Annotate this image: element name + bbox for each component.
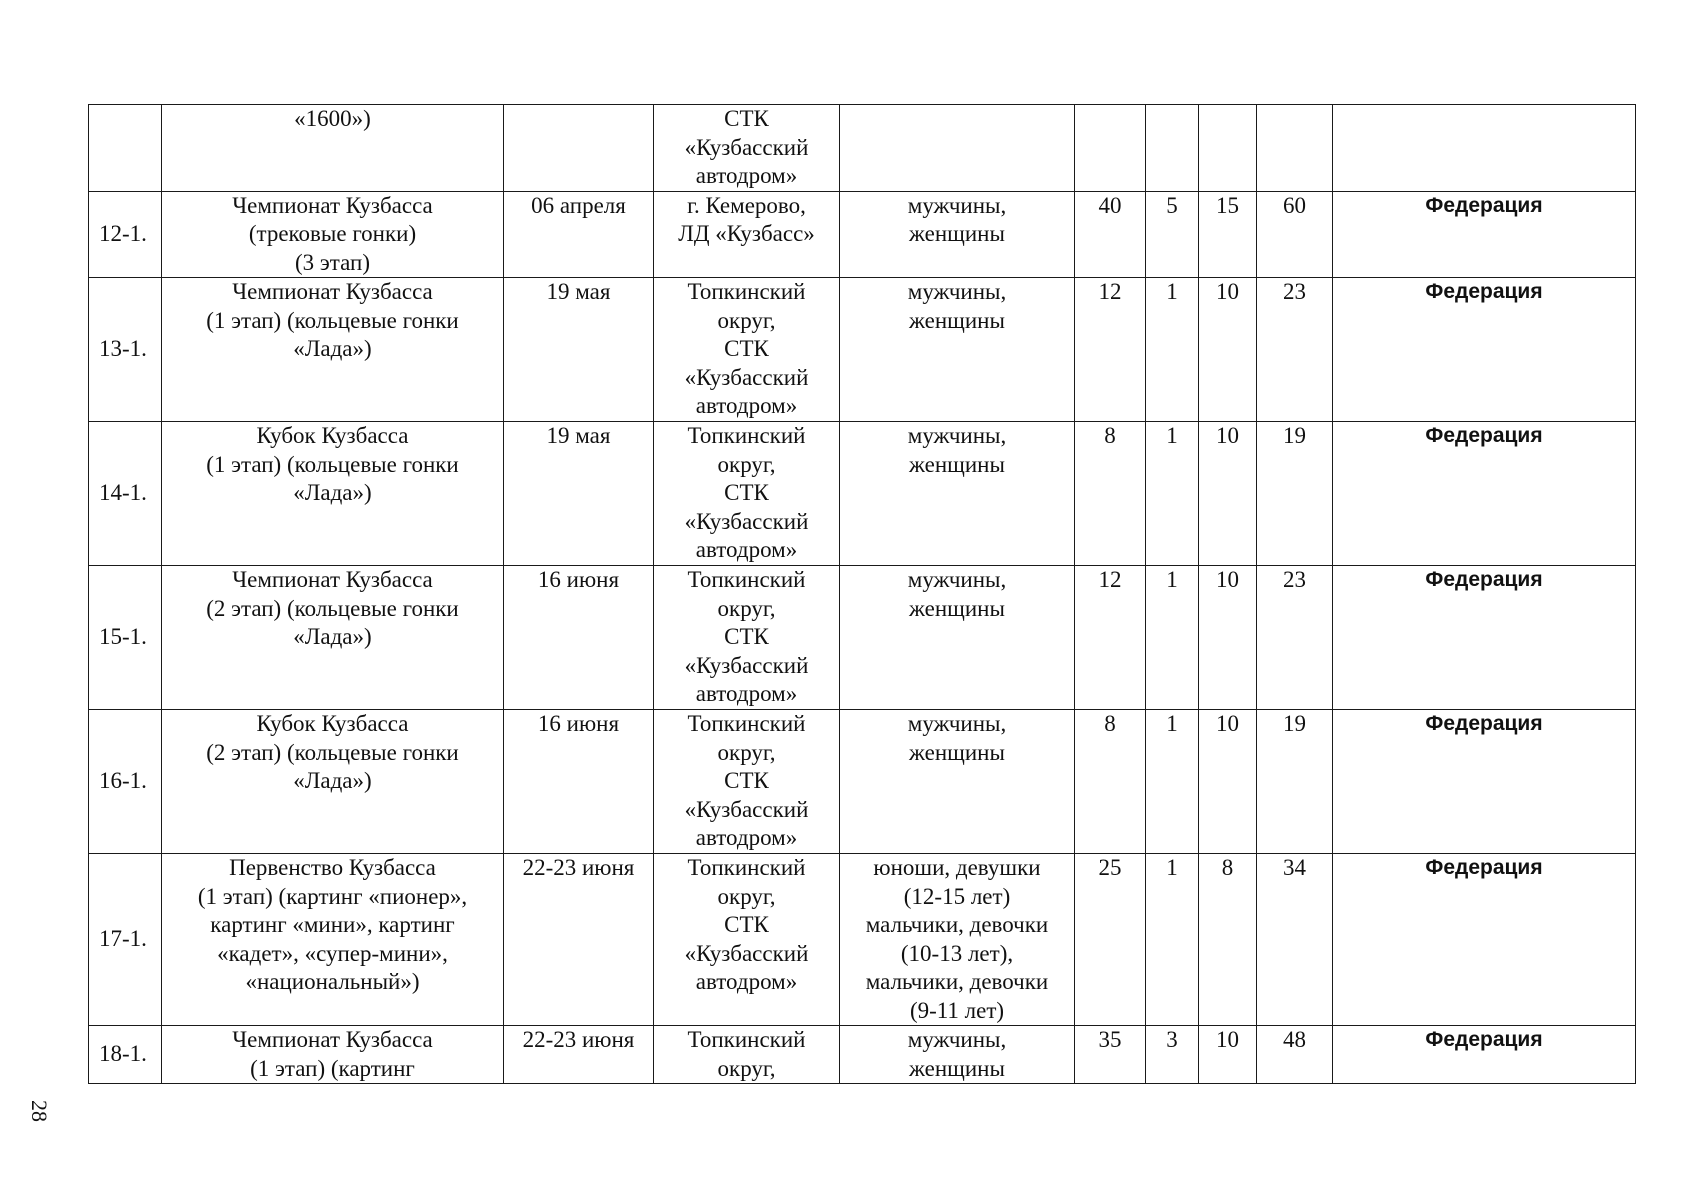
event-place-cell: Топкинский округ, СТК «Кузбасский автодром»	[654, 710, 840, 854]
count-1-cell: 8	[1075, 422, 1146, 566]
count-total-cell: 19	[1257, 710, 1333, 854]
event-name-cell: Чемпионат Кузбасса (трековые гонки) (3 этап)	[162, 191, 504, 278]
row-number-cell: 18-1.	[89, 1026, 162, 1084]
participants-cell: мужчины, женщины	[840, 422, 1075, 566]
event-date-cell: 16 июня	[504, 710, 654, 854]
count-total-cell: 60	[1257, 191, 1333, 278]
event-place-cell: Топкинский округ,	[654, 1026, 840, 1084]
count-total-cell: 34	[1257, 854, 1333, 1026]
event-date-cell: 22-23 июня	[504, 854, 654, 1026]
responsible-cell: Федерация	[1333, 278, 1636, 422]
count-3-cell: 10	[1199, 710, 1257, 854]
count-total-cell: 48	[1257, 1026, 1333, 1084]
responsible-cell: Федерация	[1333, 854, 1636, 1026]
row-number-cell: 12-1.	[89, 191, 162, 278]
count-3-cell: 8	[1199, 854, 1257, 1026]
participants-cell: юноши, девушки (12-15 лет) мальчики, девочки (10-13 лет), мальчики, девочки (9-11 лет)	[840, 854, 1075, 1026]
row-number-cell	[89, 105, 162, 192]
count-2-cell: 1	[1146, 566, 1199, 710]
table-row	[89, 854, 1636, 1026]
count-2-cell: 1	[1146, 854, 1199, 1026]
count-2-cell: 1	[1146, 422, 1199, 566]
event-place-cell: Топкинский округ, СТК «Кузбасский автодром»	[654, 422, 840, 566]
count-total-cell: 19	[1257, 422, 1333, 566]
participants-cell: мужчины, женщины	[840, 1026, 1075, 1084]
row-number-cell: 14-1.	[89, 422, 162, 566]
row-number-cell: 17-1.	[89, 854, 162, 1026]
count-2-cell	[1146, 105, 1199, 192]
count-3-cell: 15	[1199, 191, 1257, 278]
event-name-cell: Чемпионат Кузбасса (2 этап) (кольцевые гонки «Лада»)	[162, 566, 504, 710]
event-date-cell: 06 апреля	[504, 191, 654, 278]
responsible-cell: Федерация	[1333, 710, 1636, 854]
event-name-cell: Первенство Кузбасса (1 этап) (картинг «пионер», картинг «мини», картинг «кадет», «супер-мини», «национальный»)	[162, 854, 504, 1026]
table-row	[89, 422, 1636, 566]
events-table	[88, 104, 1636, 1084]
count-2-cell: 3	[1146, 1026, 1199, 1084]
event-name-cell: «1600»)	[162, 105, 504, 192]
table-row	[89, 566, 1636, 710]
table-row	[89, 710, 1636, 854]
event-place-cell: г. Кемерово, ЛД «Кузбасс»	[654, 191, 840, 278]
event-name-cell: Кубок Кузбасса (1 этап) (кольцевые гонки «Лада»)	[162, 422, 504, 566]
count-3-cell: 10	[1199, 278, 1257, 422]
event-name-cell: Кубок Кузбасса (2 этап) (кольцевые гонки «Лада»)	[162, 710, 504, 854]
event-place-cell: СТК «Кузбасский автодром»	[654, 105, 840, 192]
count-1-cell: 8	[1075, 710, 1146, 854]
count-total-cell: 23	[1257, 566, 1333, 710]
table-body	[89, 105, 1636, 1084]
count-2-cell: 1	[1146, 278, 1199, 422]
event-name-cell: Чемпионат Кузбасса (1 этап) (картинг	[162, 1026, 504, 1084]
event-date-cell: 16 июня	[504, 566, 654, 710]
responsible-cell: Федерация	[1333, 191, 1636, 278]
count-total-cell: 23	[1257, 278, 1333, 422]
participants-cell: мужчины, женщины	[840, 566, 1075, 710]
event-place-cell: Топкинский округ, СТК «Кузбасский автодром»	[654, 566, 840, 710]
count-1-cell: 25	[1075, 854, 1146, 1026]
page-number: 28	[27, 1100, 52, 1122]
participants-cell: мужчины, женщины	[840, 191, 1075, 278]
table-row	[89, 191, 1636, 278]
responsible-cell: Федерация	[1333, 1026, 1636, 1084]
participants-cell: мужчины, женщины	[840, 278, 1075, 422]
count-3-cell: 10	[1199, 422, 1257, 566]
row-number-cell: 13-1.	[89, 278, 162, 422]
count-2-cell: 1	[1146, 710, 1199, 854]
event-date-cell: 22-23 июня	[504, 1026, 654, 1084]
event-name-cell: Чемпионат Кузбасса (1 этап) (кольцевые гонки «Лада»)	[162, 278, 504, 422]
count-1-cell: 40	[1075, 191, 1146, 278]
count-3-cell: 10	[1199, 1026, 1257, 1084]
table-row	[89, 1026, 1636, 1084]
count-2-cell: 5	[1146, 191, 1199, 278]
count-1-cell: 12	[1075, 278, 1146, 422]
count-3-cell: 10	[1199, 566, 1257, 710]
event-date-cell: 19 мая	[504, 422, 654, 566]
event-date-cell	[504, 105, 654, 192]
count-3-cell	[1199, 105, 1257, 192]
count-1-cell	[1075, 105, 1146, 192]
responsible-cell: Федерация	[1333, 422, 1636, 566]
responsible-cell: Федерация	[1333, 566, 1636, 710]
count-1-cell: 35	[1075, 1026, 1146, 1084]
responsible-cell	[1333, 105, 1636, 192]
participants-cell	[840, 105, 1075, 192]
participants-cell: мужчины, женщины	[840, 710, 1075, 854]
row-number-cell: 16-1.	[89, 710, 162, 854]
count-total-cell	[1257, 105, 1333, 192]
event-date-cell: 19 мая	[504, 278, 654, 422]
document-page	[88, 104, 1635, 1084]
event-place-cell: Топкинский округ, СТК «Кузбасский автодром»	[654, 854, 840, 1026]
table-row	[89, 278, 1636, 422]
row-number-cell: 15-1.	[89, 566, 162, 710]
table-row	[89, 105, 1636, 192]
count-1-cell: 12	[1075, 566, 1146, 710]
event-place-cell: Топкинский округ, СТК «Кузбасский автодром»	[654, 278, 840, 422]
